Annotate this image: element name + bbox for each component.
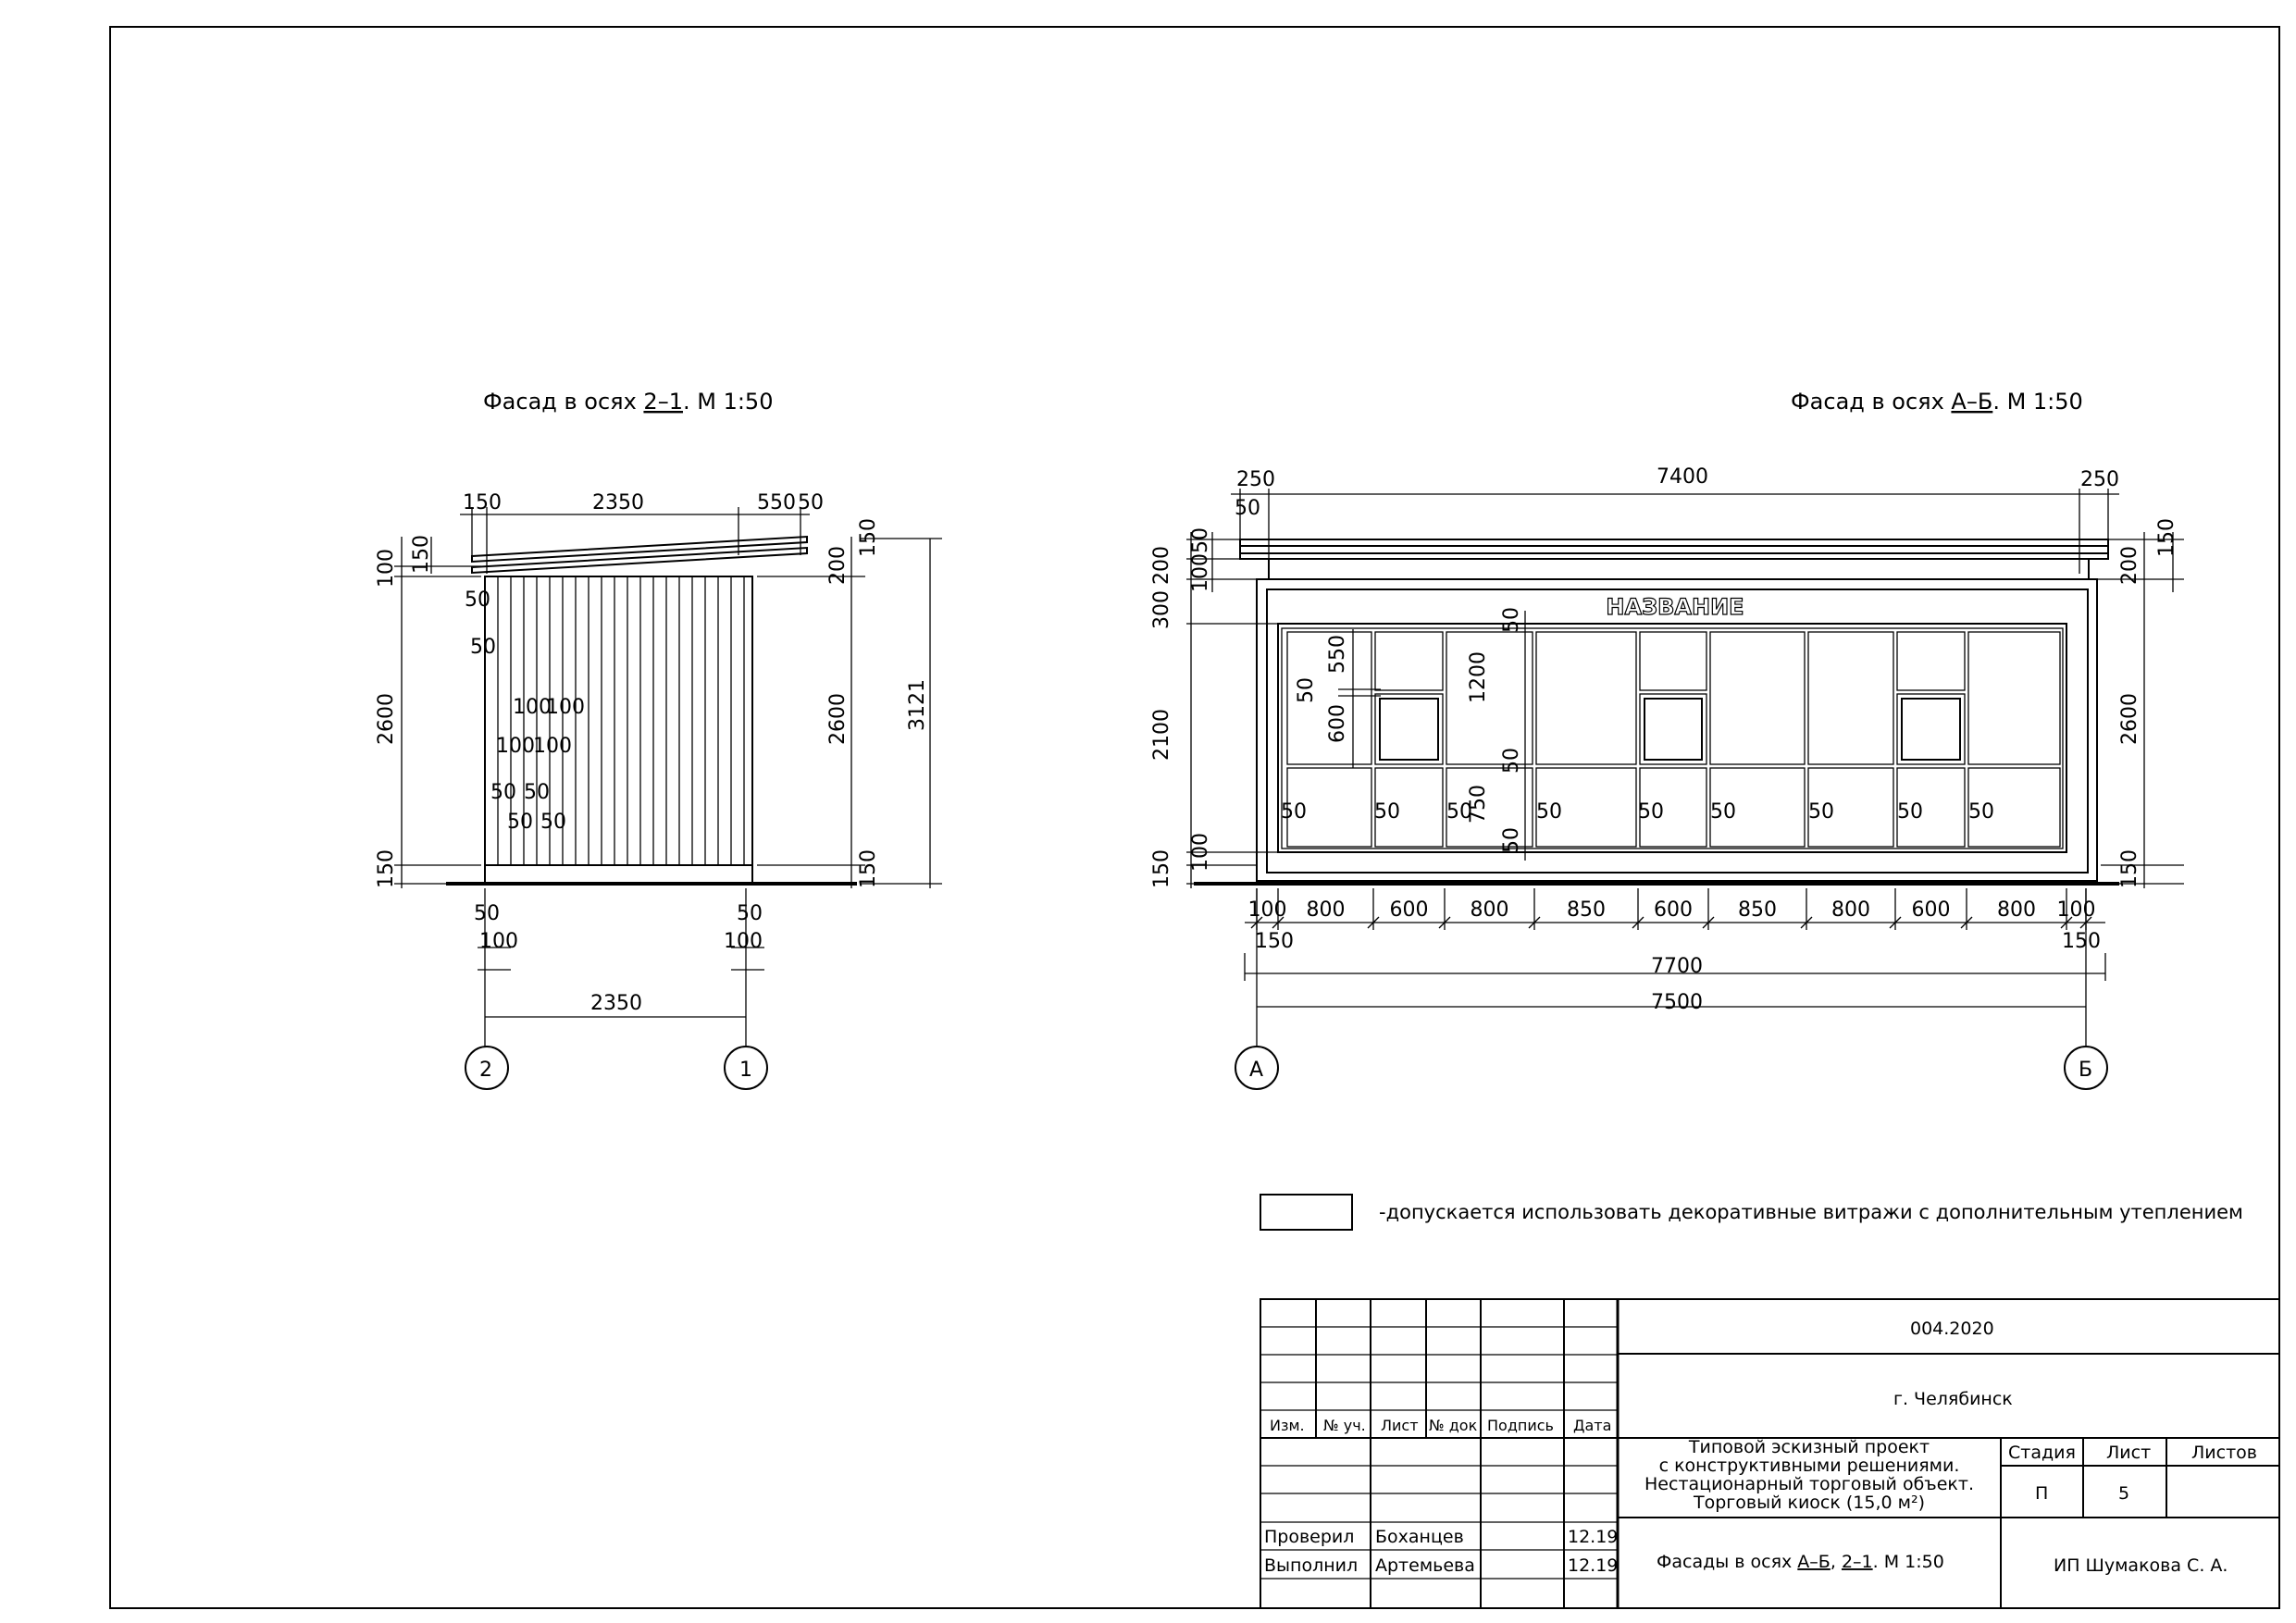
tb-header-list: Лист [1381, 1417, 1419, 1434]
tb-project-line-3: Нестационарный торговый объект. [1644, 1474, 1974, 1494]
sign-text: НАЗВАНИЕ [1606, 594, 1744, 620]
tb-project-line-2: с конструктивными решениями. [1658, 1456, 1960, 1476]
storefront-bays [1287, 632, 2060, 847]
tb-stage-label: Стадия [2008, 1443, 2076, 1463]
left-dim-right-3121: 3121 [906, 679, 929, 731]
right-dim-top-250b: 250 [2080, 468, 2119, 491]
right-dim-overall-7700: 7700 [1651, 955, 1703, 978]
left-wall-siding [498, 576, 744, 865]
left-dim-left-100: 100 [375, 549, 398, 588]
tb-name-made: Артемьева [1375, 1555, 1475, 1576]
tb-date-checked: 12.19 [1568, 1527, 1619, 1547]
left-dim-inner-50c: 50 [490, 781, 516, 804]
left-dim-inner-50a: 50 [465, 588, 490, 612]
right-dim-inner-50b: 50 [1500, 607, 1523, 633]
right-dim-left-2100: 2100 [1150, 709, 1173, 761]
right-dim-inner-1200: 1200 [1467, 651, 1490, 703]
sheet-frame [110, 27, 2279, 1608]
left-dim-left-2600: 2600 [375, 693, 398, 745]
bay-upper-panel [1536, 632, 1636, 764]
right-dim-left-300: 300 [1150, 590, 1173, 629]
left-dim-top-50: 50 [798, 491, 824, 514]
right-dim-top-250a: 250 [1236, 468, 1275, 491]
right-dim-overall-7500: 7500 [1651, 991, 1703, 1014]
right-dim-right-150b: 150 [2118, 849, 2141, 888]
glass-dim-label: 50 [1446, 800, 1472, 824]
bay-upper-panel [1640, 632, 1706, 690]
tb-date-made: 12.19 [1568, 1555, 1619, 1576]
tb-header-num: № уч. [1323, 1417, 1366, 1434]
left-dim-inner-50d: 50 [524, 781, 550, 804]
tb-sheet-label: Лист [2106, 1443, 2152, 1463]
bay-dim-label: 850 [1738, 898, 1777, 922]
tb-project-line-4: Торговый киоск (15,0 м²) [1693, 1493, 1926, 1513]
legend-hatch-swatch [1260, 1195, 1352, 1230]
left-dim-right-150b: 150 [857, 849, 880, 888]
left-dim-top-550: 550 [757, 491, 796, 514]
bay-dim-label: 600 [1389, 898, 1429, 922]
glass-dim-label: 50 [1808, 800, 1834, 824]
tb-header-izm: Изм. [1270, 1417, 1305, 1434]
right-dim-left-100b: 100 [1189, 833, 1212, 872]
left-dim-inner-50e: 50 [507, 811, 533, 834]
tb-header-doc: № док [1429, 1417, 1478, 1434]
left-dim-right-2600: 2600 [826, 693, 850, 745]
tb-header-date: Дата [1573, 1417, 1612, 1434]
bay-dim-label: 100 [2056, 898, 2096, 922]
bay-upper-panel [1897, 632, 1965, 690]
bay-dim-label: 800 [1831, 898, 1870, 922]
tb-sheet: 5 [2118, 1483, 2130, 1504]
right-dim-left-50: 50 [1189, 527, 1212, 553]
tb-city: г. Челябинск [1893, 1389, 2013, 1409]
right-dim-edge-150b: 150 [2062, 930, 2101, 953]
left-facade-title: Фасад в осях 2–1. М 1:50 [483, 389, 774, 415]
bay-window-glass [1380, 699, 1438, 760]
right-dim-edge-150a: 150 [1255, 930, 1294, 953]
tb-role-checked: Проверил [1264, 1527, 1355, 1547]
right-roof [1240, 539, 2108, 559]
axis-label-a: А [1249, 1059, 1264, 1082]
left-dim-inner-100c: 100 [496, 735, 535, 758]
right-dim-left-200: 200 [1150, 546, 1173, 585]
tb-header-sign: Подпись [1487, 1417, 1554, 1434]
glass-dim-label: 50 [1638, 800, 1664, 824]
tb-name-checked: Боханцев [1375, 1527, 1464, 1547]
glass-dimension-labels [1281, 800, 1994, 824]
axis-label-1: 1 [739, 1059, 752, 1082]
left-dim-bottom-50a: 50 [474, 902, 500, 925]
left-dim-inner-100b: 100 [546, 696, 585, 719]
tb-project-line-1: Типовой эскизный проект [1688, 1437, 1930, 1457]
bay-dim-label: 800 [1470, 898, 1509, 922]
right-dim-inner-50c: 50 [1500, 748, 1523, 774]
left-dim-left-150b: 150 [375, 849, 398, 888]
left-dim-bottom-50b: 50 [737, 902, 763, 925]
right-dimension-labels [1150, 465, 2178, 1014]
left-dim-left-150: 150 [410, 535, 433, 574]
left-dimension-labels [375, 491, 929, 1015]
bay-window-glass [1902, 699, 1960, 760]
right-dim-inner-50d: 50 [1500, 827, 1523, 853]
axis-label-2: 2 [479, 1059, 492, 1082]
bay-window [1375, 694, 1443, 764]
left-dim-bottom-100b: 100 [724, 930, 763, 953]
left-dim-inner-50b: 50 [470, 636, 496, 659]
bay-window [1897, 694, 1965, 764]
left-dim-inner-50f: 50 [540, 811, 566, 834]
bay-dim-label: 800 [1997, 898, 2036, 922]
right-dim-left-150: 150 [1150, 849, 1173, 888]
left-dim-top-2350: 2350 [592, 491, 644, 514]
right-dim-inner-550: 550 [1326, 635, 1349, 674]
right-dim-inner-50a: 50 [1295, 677, 1318, 703]
bay-window [1640, 694, 1706, 764]
tb-sheets-label: Листов [2191, 1443, 2257, 1463]
right-dim-right-200: 200 [2118, 546, 2141, 585]
right-dim-right-150: 150 [2155, 518, 2178, 557]
legend-text: -допускается использовать декоративные витражи с дополнительным утеплением [1379, 1201, 2243, 1223]
title-block-text [1264, 1319, 2257, 1576]
left-dim-right-150: 150 [857, 518, 880, 557]
bay-upper-panel [1375, 632, 1443, 690]
bay-dim-label: 600 [1911, 898, 1951, 922]
tb-role-made: Выполнил [1264, 1555, 1359, 1576]
left-dim-overall-2350: 2350 [590, 992, 642, 1015]
right-facade [1240, 539, 2108, 881]
bay-dimension-labels [1248, 898, 2096, 922]
tb-code: 004.2020 [1910, 1319, 1994, 1339]
left-dim-top-150: 150 [463, 491, 502, 514]
bay-dim-label: 100 [1247, 898, 1287, 922]
bay-upper-panel [1710, 632, 1805, 764]
glass-dim-label: 50 [1710, 800, 1736, 824]
tb-company: ИП Шумакова С. А. [2054, 1555, 2228, 1576]
right-dim-inner-600: 600 [1326, 704, 1349, 743]
right-dim-inner-750: 750 [1467, 785, 1490, 824]
glass-dim-label: 50 [1281, 800, 1307, 824]
bay-upper-panel [1968, 632, 2060, 764]
left-dim-inner-100d: 100 [533, 735, 572, 758]
right-dim-right-2600: 2600 [2118, 693, 2141, 745]
right-dim-top-7400: 7400 [1657, 465, 1708, 489]
bay-dim-label: 800 [1306, 898, 1346, 922]
glass-dim-label: 50 [1374, 800, 1400, 824]
right-dim-left-100: 100 [1189, 553, 1212, 592]
left-dim-inner-100a: 100 [513, 696, 552, 719]
left-dim-right-200: 200 [826, 546, 850, 585]
bay-window-glass [1644, 699, 1702, 760]
tb-stage: П [2035, 1483, 2049, 1504]
glass-dim-label: 50 [1897, 800, 1923, 824]
tb-drawing-title: Фасады в осях А–Б, 2–1. М 1:50 [1657, 1552, 1944, 1572]
glass-dim-label: 50 [1968, 800, 1994, 824]
glass-dim-label: 50 [1536, 800, 1562, 824]
bay-dim-label: 600 [1654, 898, 1693, 922]
left-dim-bottom-100a: 100 [479, 930, 518, 953]
right-dim-top-50: 50 [1235, 497, 1260, 520]
bay-dim-label: 850 [1567, 898, 1606, 922]
bay-upper-panel [1808, 632, 1893, 764]
axis-label-b: Б [2079, 1059, 2093, 1082]
right-facade-title: Фасад в осях А–Б. М 1:50 [1791, 389, 2083, 415]
